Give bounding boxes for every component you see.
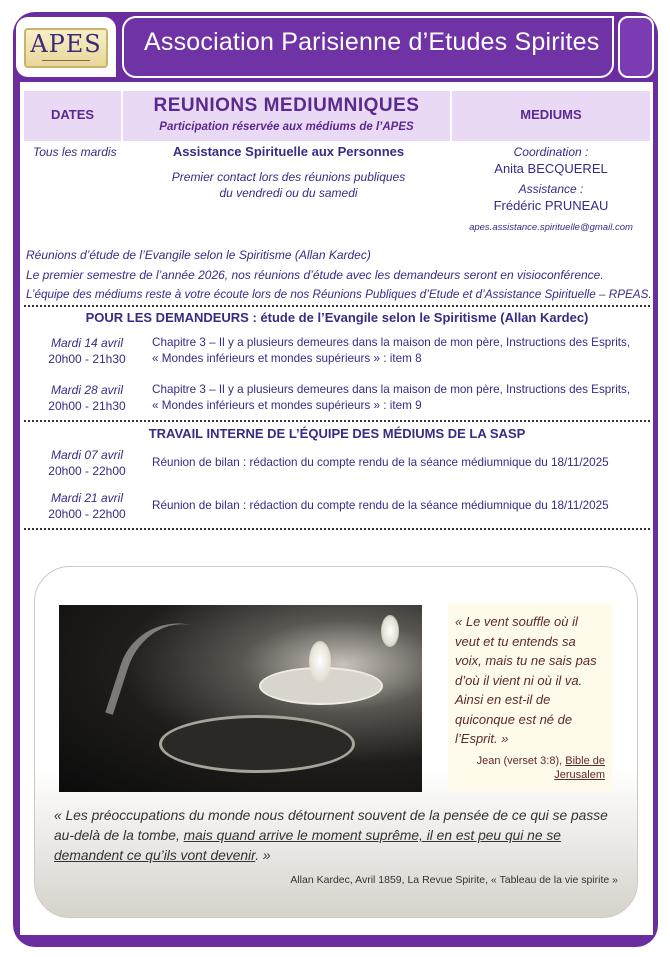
bible-source-link[interactable]: Bible de	[565, 755, 605, 767]
header-side-tab	[618, 16, 654, 78]
demandeurs-row1-line2: « Mondes inférieurs et mondes supérieurs » : item 8	[152, 352, 422, 365]
travail-row1-date: Mardi 07 avril	[50, 448, 124, 462]
bible-quote-line: veut et tu entends sa	[455, 633, 576, 649]
coordination-name: Anita BECQUEREL	[494, 161, 608, 176]
bible-source-link[interactable]: Jerusalem	[554, 769, 605, 781]
demandeurs-row1-line1: Chapitre 3 – Il y a plusieurs demeures dans la maison de mon père, Instructions des Esprits,	[152, 336, 631, 349]
bible-quote-line: Ainsi en est-il de	[455, 692, 551, 707]
travail-row2-date: Mardi 21 avril	[50, 491, 124, 505]
assistance-line1: Premier contact lors des réunions publiques	[171, 170, 406, 184]
note-line-3: L’équipe des médiums reste à votre écoute lors de nos Réunions Publiques d’Etude et d’Assistance Spirituelle – RPEAS.	[26, 288, 652, 301]
note-line-2: Le premier semestre de l’année 2026, nos réunions d’étude avec les demandeurs seront en visioconférence.	[26, 268, 604, 282]
assistance-title: Assistance Spirituelle aux Personnes	[172, 144, 405, 159]
kardec-quote-line1: « Les préoccupations du monde nous détournent souvent de la pensée de ce qui se passe	[54, 808, 608, 823]
demandeurs-row2-line2: « Mondes inférieurs et mondes supérieurs » : item 9	[152, 399, 422, 412]
bible-quote-line: « Le vent souffle où il	[455, 614, 578, 629]
assistance-date: Tous les mardis	[33, 145, 117, 159]
kardec-attribution: Allan Kardec, Avril 1859, La Revue Spirite, « Tableau de la vie spirite »	[290, 874, 618, 886]
travail-row1-text: Réunion de bilan : rédaction du compte rendu de la séance médiumnique du 18/11/2025	[152, 456, 609, 469]
separator	[24, 528, 650, 530]
separator	[24, 420, 650, 422]
header-mediums-cell	[452, 91, 650, 141]
note-line-1: Réunions d’étude de l’Evangile selon le Spiritisme (Allan Kardec)	[26, 248, 371, 262]
demandeurs-heading: POUR LES DEMANDEURS : étude de l’Evangile selon le Spiritisme (Allan Kardec)	[85, 310, 589, 325]
kardec-quote-text: . »	[255, 848, 271, 863]
demandeurs-row1-date: Mardi 14 avril	[50, 336, 124, 350]
candles-photo	[59, 605, 422, 792]
separator	[24, 305, 650, 307]
email-link[interactable]: apes.assistance.spirituelle@gmail.com	[469, 222, 633, 233]
kardec-quote-emphasis: mais quand arrive le moment suprême, il en est peu qui ne se	[183, 828, 561, 843]
demandeurs-row2-line1: Chapitre 3 – Il y a plusieurs demeures dans la maison de mon père, Instructions des Esprits,	[152, 383, 631, 396]
assistance-line2: du vendredi ou du samedi	[219, 186, 358, 200]
bible-quote-line: l’Esprit. »	[455, 731, 509, 746]
candle-flame	[309, 641, 331, 681]
table-header	[24, 91, 650, 141]
travail-heading: TRAVAIL INTERNE DE L’ÉQUIPE DES MÉDIUMS DE LA SASP	[148, 426, 526, 441]
demandeurs-row1-time: 20h00 - 21h30	[48, 352, 126, 366]
assistance-label: Assistance :	[518, 182, 584, 196]
header-title: REUNIONS MEDIUMNIQUES	[153, 95, 420, 116]
kardec-quote-line2	[54, 828, 561, 843]
travail-row2-text: Réunion de bilan : rédaction du compte rendu de la séance médiumnique du 18/11/2025	[152, 499, 609, 512]
header-dates-cell	[24, 91, 123, 141]
demandeurs-row2-date: Mardi 28 avril	[50, 383, 124, 397]
travail-row2-time: 20h00 - 22h00	[48, 507, 126, 521]
travail-row1-time: 20h00 - 22h00	[48, 464, 126, 478]
kardec-quote-emphasis: demandent ce qu’ils vont devenir	[54, 848, 256, 863]
demandeurs-row2-time: 20h00 - 21h30	[48, 399, 126, 413]
bible-quote-line: d’où il vient ni où il va.	[455, 672, 583, 688]
bible-quote-line: voix, mais tu ne sais pas	[455, 653, 597, 668]
kardec-quote-line3	[54, 848, 271, 863]
coordination-label: Coordination :	[513, 145, 589, 159]
header-mediums: MEDIUMS	[520, 107, 582, 122]
logo-ornament	[42, 60, 90, 66]
header-subtitle: Participation réservée aux médiums de l’APES	[159, 121, 414, 133]
assistance-name: Frédéric PRUNEAU	[493, 198, 609, 213]
kardec-quote-text: au-delà de la tombe,	[54, 828, 184, 843]
bible-quote-line: quiconque est né de	[455, 711, 573, 727]
bible-source-ref: Jean (verset 3:8),	[476, 755, 563, 767]
page-title: Association Parisienne d’Etudes Spirites	[144, 28, 600, 56]
bible-source	[455, 754, 605, 782]
candle-flame	[381, 615, 399, 647]
header-title-cell	[123, 91, 452, 141]
bible-quote	[455, 612, 605, 749]
logo-text: APES	[30, 30, 102, 58]
header-dates: DATES	[50, 107, 95, 122]
